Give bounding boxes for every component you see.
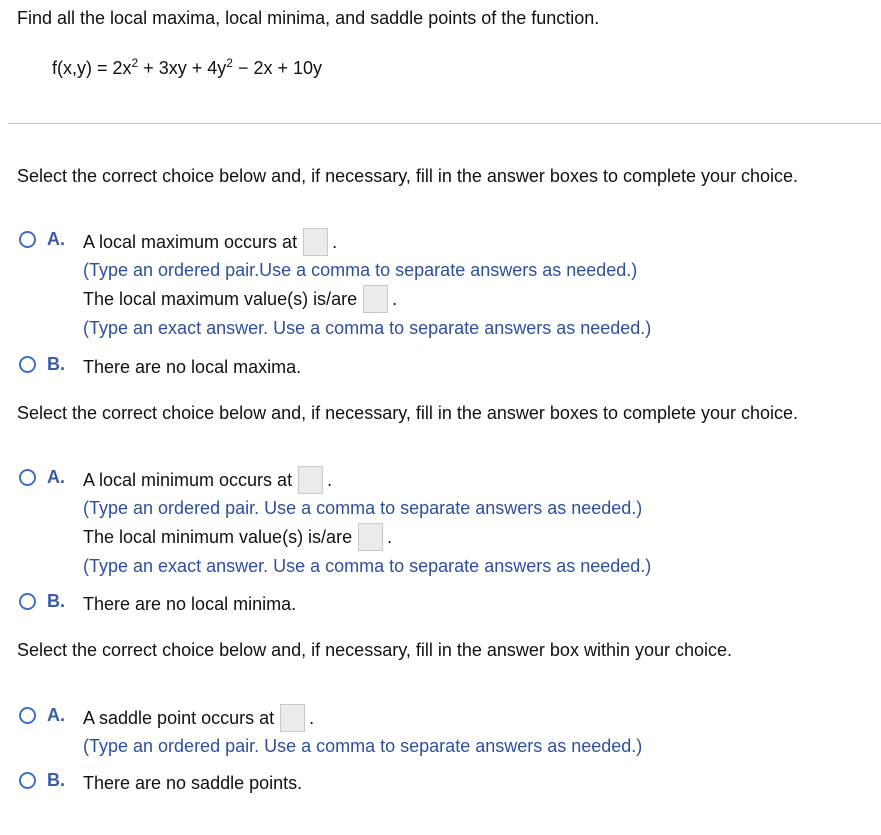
choice-line (83, 769, 302, 797)
choice-letter: A. (47, 705, 65, 725)
choice-text: A saddle point occurs at (83, 707, 275, 728)
choice-radio-a[interactable] (19, 707, 36, 724)
period: . (309, 707, 315, 728)
choice-letter: A. (47, 467, 65, 487)
choice-radio-a[interactable] (19, 469, 36, 486)
answer-box[interactable] (358, 523, 383, 551)
input-hint (83, 256, 637, 284)
choice-text: There are no local minima. (83, 593, 297, 614)
function-part: + 3xy + 4y (138, 58, 227, 78)
function-part: f(x,y) = 2x (52, 58, 132, 78)
input-hint (83, 314, 651, 342)
section-instruction: Select the correct choice below and, if necessary, fill in the answer boxes to complete your choice. (17, 403, 799, 423)
answer-box[interactable] (363, 285, 388, 313)
choice-line (83, 228, 337, 256)
choice-letter: B. (47, 770, 65, 790)
answer-box[interactable] (303, 228, 328, 256)
choice-line (83, 285, 397, 313)
choice-line (83, 466, 332, 494)
choice-radio-b[interactable] (19, 593, 36, 610)
answer-box[interactable] (298, 466, 323, 494)
function-expression (52, 58, 322, 79)
choice-letter: B. (47, 354, 65, 374)
choice-text: There are no saddle points. (83, 772, 303, 793)
choice-text: The local maximum value(s) is/are (83, 288, 358, 309)
choice-line (83, 590, 296, 618)
hint-text: (Type an ordered pair. Use a comma to separate answers as needed.) (83, 497, 643, 518)
function-exponent: 2 (226, 56, 233, 70)
hint-text: (Type an ordered pair.Use a comma to separate answers as needed.) (83, 259, 638, 280)
divider (8, 123, 881, 124)
choice-text: There are no local maxima. (83, 356, 302, 377)
choice-radio-b[interactable] (19, 772, 36, 789)
period: . (327, 469, 333, 490)
choice-text: A local maximum occurs at (83, 231, 298, 252)
choice-line (83, 704, 314, 732)
choice-line (83, 523, 392, 551)
answer-box[interactable] (280, 704, 305, 732)
input-hint (83, 732, 642, 760)
input-hint (83, 494, 642, 522)
choice-letter: A. (47, 229, 65, 249)
period: . (332, 231, 338, 252)
hint-text: (Type an ordered pair. Use a comma to separate answers as needed.) (83, 735, 643, 756)
choice-radio-b[interactable] (19, 356, 36, 373)
question-prompt: Find all the local maxima, local minima, and saddle points of the function. (17, 8, 600, 28)
section-instruction: Select the correct choice below and, if necessary, fill in the answer box within your choice. (17, 640, 733, 660)
choice-letter: B. (47, 591, 65, 611)
function-exponent: 2 (131, 56, 139, 70)
input-hint (83, 552, 651, 580)
choice-text: A local minimum occurs at (83, 469, 293, 490)
period: . (387, 526, 393, 547)
period: . (392, 288, 398, 309)
hint-text: (Type an exact answer. Use a comma to separate answers as needed.) (83, 317, 652, 338)
choice-radio-a[interactable] (19, 231, 36, 248)
choice-line (83, 353, 301, 381)
section-instruction: Select the correct choice below and, if necessary, fill in the answer boxes to complete your choice. (17, 166, 799, 186)
choice-text: The local minimum value(s) is/are (83, 526, 353, 547)
hint-text: (Type an exact answer. Use a comma to separate answers as needed.) (83, 555, 652, 576)
function-part: − 2x + 10y (232, 58, 323, 78)
